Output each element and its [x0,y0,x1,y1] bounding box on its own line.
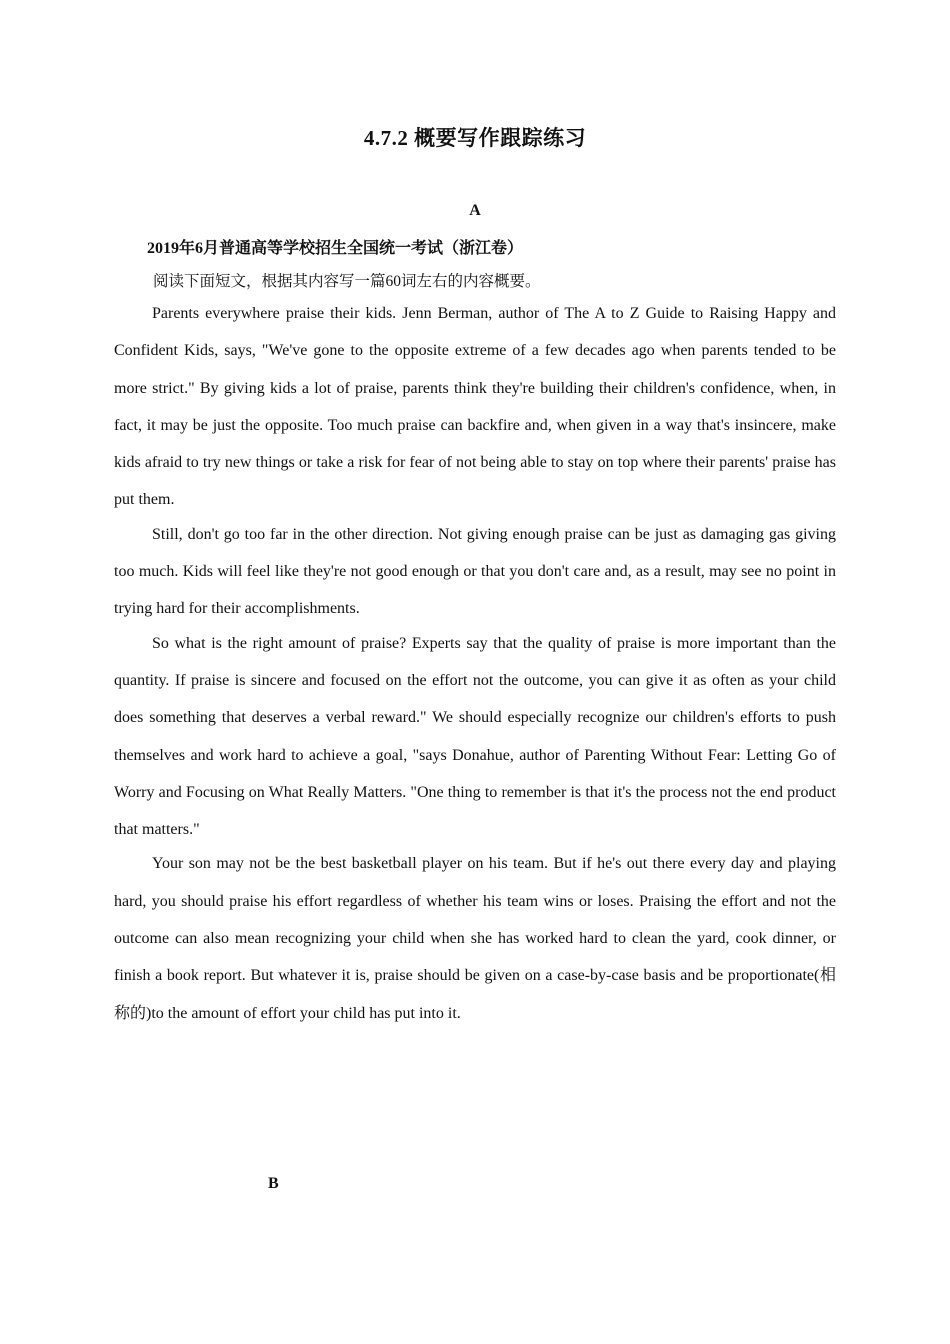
exam-source-heading: 2019年6月普通高等学校招生全国统一考试（浙江卷） [147,240,524,257]
passage-paragraph-4: Your son may not be the best basketball player on his team. But if he's out there every day and playing hard, you should praise his effort regardless of whether his team wins or loses. Praising the effort and not the outcome can also mean recognizing your child when she has worked hard to clean the yard, cook dinner, or finish a book report. But whatever it is, praise should be given on a case-by-case basis and be proportionate(相称的)to the amount of effort your child has put into it. [114,855,836,1022]
passage-paragraph-1: Parents everywhere praise their kids. Jenn Berman, author of The A to Z Guide to Raising Happy and Confident Kids, says, "We've gone to the opposite extreme of a few decades ago when parents tended to be more strict." By giving kids a lot of praise, parents think they're building their children's confidence, when, in fact, it may be just the opposite. Too much praise can backfire and, when given in a way that's insincere, make kids afraid to try new things or take a risk for fear of not being able to stay on top where their parents' praise has put them. [114,305,836,509]
document-title: 4.7.2 概要写作跟踪练习 [363,126,587,150]
section-a-label: A [469,202,481,219]
passage-paragraph-3: So what is the right amount of praise? Experts say that the quality of praise is more important than the quantity. If praise is sincere and focused on the effort not the outcome, you can give it as often as your child does something that deserves a verbal reward." We should especially recognize our children's efforts to push themselves and work hard to achieve a goal, "says Donahue, author of Parenting Without Fear: Letting Go of Worry and Focusing on What Really Matters. "One thing to remember is that it's the process not the end product that matters." [114,634,836,839]
passage-paragraph-2: Still, don't go too far in the other direction. Not giving enough praise can be just as damaging gas giving too much. Kids will feel like they're not good enough or that you don't care and, as a result, may see no point in trying hard for their accomplishments. [114,525,836,618]
section-b-label: B [268,1175,279,1192]
passage-body [114,295,836,1029]
task-instruction: 阅读下面短文，根据其内容写一篇60词左右的内容概要。 [153,273,541,290]
